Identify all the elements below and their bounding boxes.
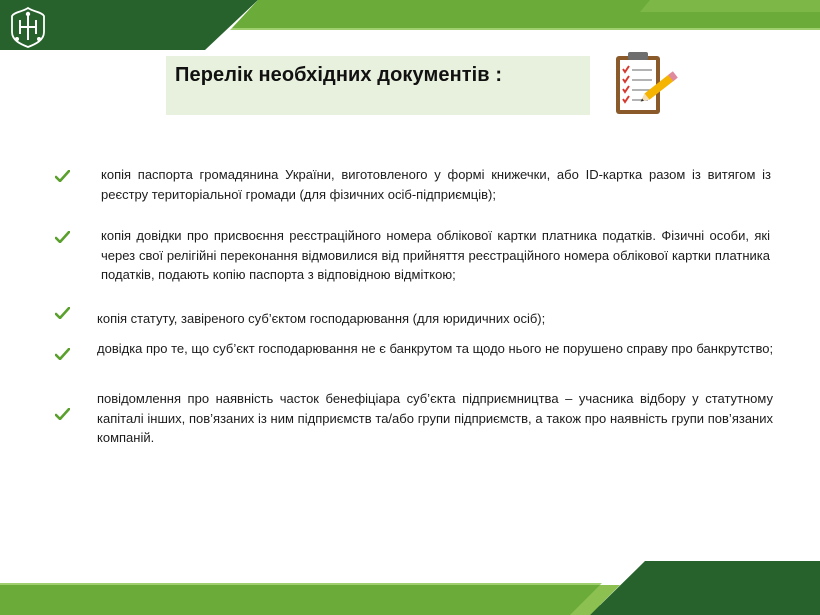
checkmark-icon <box>55 307 70 319</box>
list-item-text: повідомлення про наявність часток бенефіціара суб’єкта підприємництва – учасника відбору у статутному капіталі інших, пов’язаних із ним підприємств та/або групи підприємств, а також про наявність групи пов’язаних компаній. <box>97 391 773 445</box>
top-decorative-band <box>0 0 820 50</box>
checkmark-icon <box>55 170 70 182</box>
list-item-text: копія паспорта громадянина України, виготовленого у формі книжечки, або ID-картка разом із витягом із реєстру територіальної громади (для фізичних осіб-підприємців); <box>101 167 771 202</box>
title-box <box>166 56 590 115</box>
checkmark-icon <box>55 408 70 420</box>
list-item-text: копія статуту, завіреного суб’єктом господарювання (для юридичних осіб); <box>97 311 546 326</box>
clipboard-checklist-icon <box>608 50 686 118</box>
checkmark-icon <box>55 231 70 243</box>
list-item-text: копія довідки про присвоєння реєстраційного номера облікової картки платника податків. Фізичні особи, які через свої релігійні переконання відмовилися від прийняття реєстраційного номера облікової картки платника податків, подають копію паспорта з відповідною відміткою; <box>101 228 770 282</box>
bottom-decorative-band <box>0 561 820 615</box>
list-item-text: довідка про те, що суб’єкт господарювання не є банкрутом та щодо нього не порушено справу про банкрутство; <box>97 341 774 356</box>
checkmark-icon <box>55 348 70 360</box>
page-title: Перелік необхідних документів : <box>175 64 503 86</box>
emblem-icon <box>8 6 48 48</box>
